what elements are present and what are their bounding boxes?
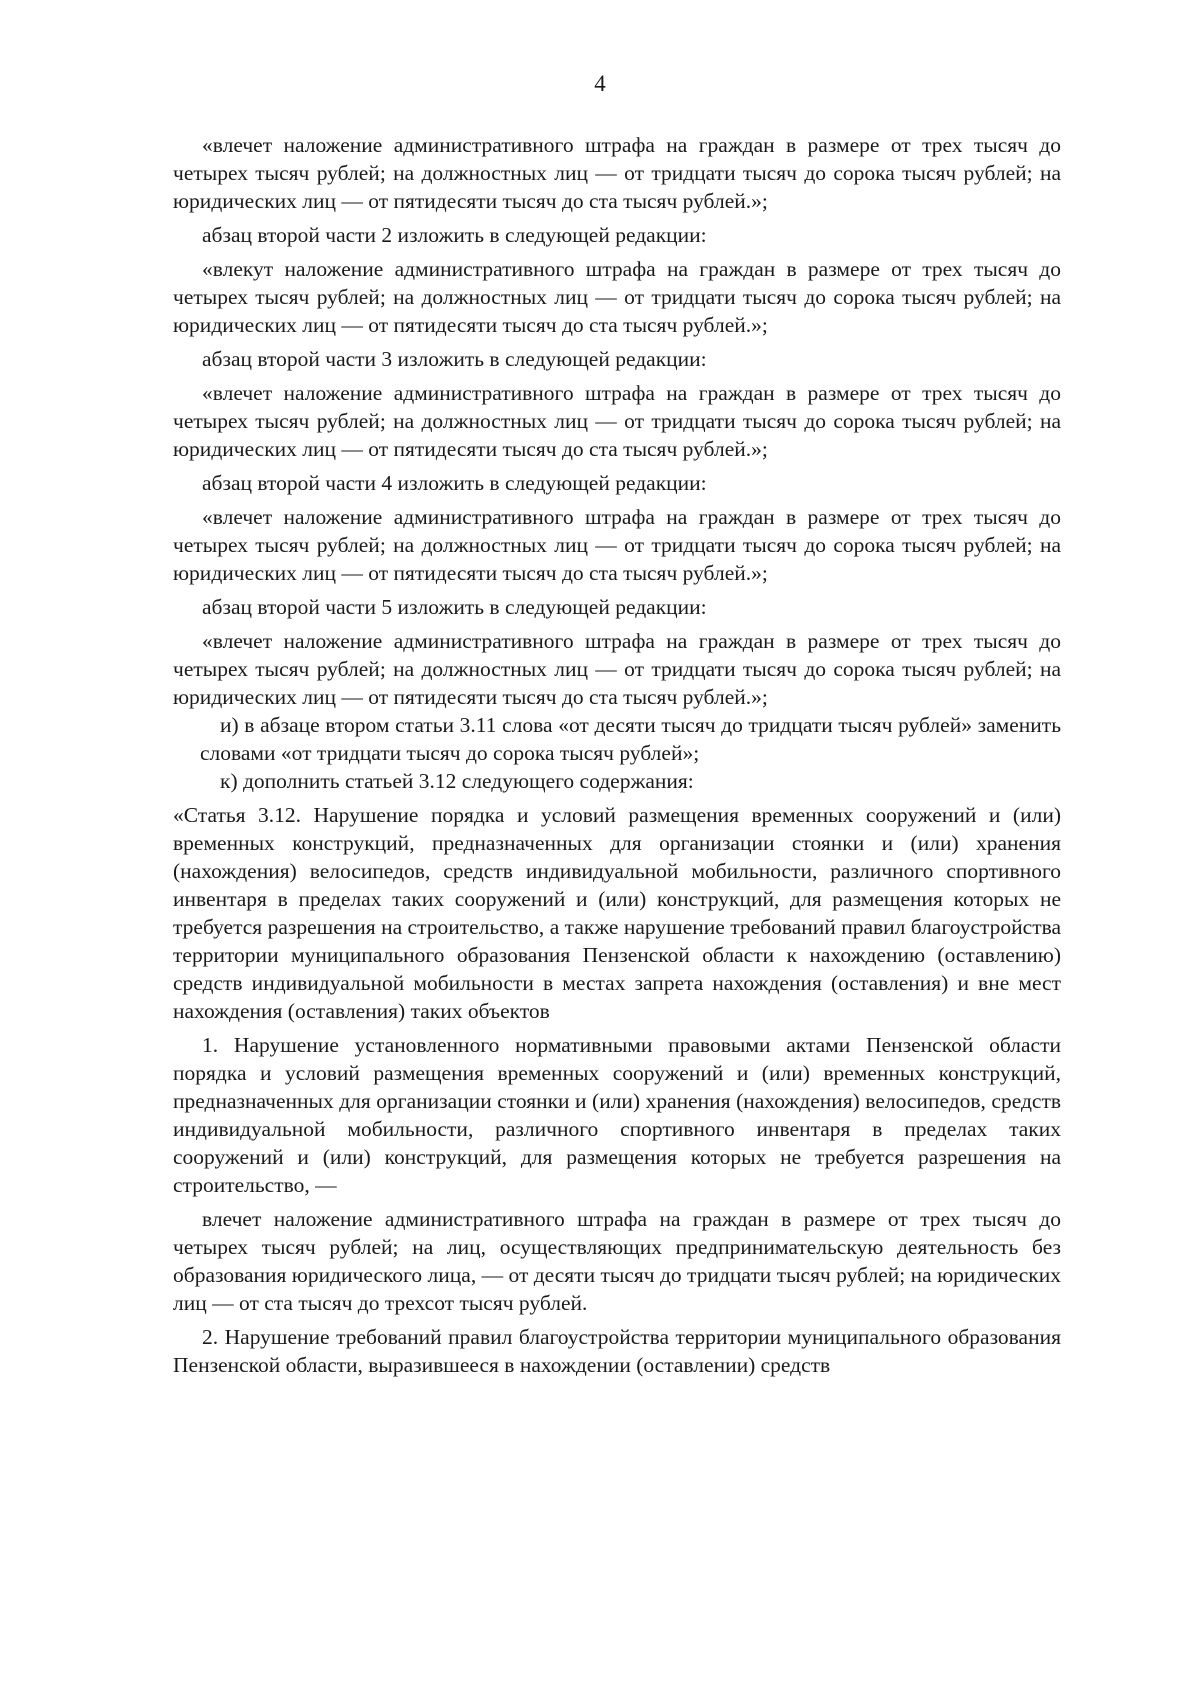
paragraph-quoted-penalty: «влекут наложение административного штрафа на граждан в размере от трех тысяч до четырех тысяч рублей; на должностных лиц — от тридцати тысяч до сорока тысяч рублей; на юридических лиц — от пятидесяти тысяч до ста тысяч рублей.»;	[173, 257, 1061, 337]
paragraph-amendment-instruction: абзац второй части 4 изложить в следующей редакции:	[202, 471, 707, 495]
page-number: 4	[594, 71, 606, 96]
paragraph-quoted-penalty: «влечет наложение административного штрафа на граждан в размере от трех тысяч до четырех тысяч рублей; на должностных лиц — от тридцати тысяч до сорока тысяч рублей; на юридических лиц — от пятидесяти тысяч до ста тысяч рублей.»;	[173, 133, 1061, 213]
document-body	[173, 131, 1061, 1379]
article-part-1-penalty: влечет наложение административного штрафа на граждан в размере от трех тысяч до четырех тысяч рублей; на лиц, осуществляющих предпринимательскую деятельность без образования юридического лица, — от десяти тысяч до тридцати тысяч рублей; на юридических лиц — от ста тысяч до трехсот тысяч рублей.	[173, 1207, 1061, 1315]
article-part-2: 2. Нарушение требований правил благоустройства территории муниципального образования Пензенской области, выразившееся в нахождении (оставлении) средств	[173, 1325, 1061, 1377]
list-item-i: и) в абзаце втором статьи 3.11 слова «от десяти тысяч до тридцати тысяч рублей» заменить словами «от тридцати тысяч до сорока тысяч рублей»;	[200, 713, 1061, 765]
paragraph-quoted-penalty: «влечет наложение административного штрафа на граждан в размере от трех тысяч до четырех тысяч рублей; на должностных лиц — от тридцати тысяч до сорока тысяч рублей; на юридических лиц — от пятидесяти тысяч до ста тысяч рублей.»;	[173, 505, 1061, 585]
paragraph-quoted-penalty: «влечет наложение административного штрафа на граждан в размере от трех тысяч до четырех тысяч рублей; на должностных лиц — от тридцати тысяч до сорока тысяч рублей; на юридических лиц — от пятидесяти тысяч до ста тысяч рублей.»;	[173, 629, 1061, 709]
paragraph-amendment-instruction: абзац второй части 3 изложить в следующей редакции:	[202, 347, 707, 371]
article-3-12-heading: «Статья 3.12. Нарушение порядка и условий размещения временных сооружений и (или) временных конструкций, предназначенных для организации стоянки и (или) хранения (нахождения) велосипедов, средств индивидуальной мобильности, различного спортивного инвентаря в пределах таких сооружений и (или) конструкций, для размещения которых не требуется разрешения на строительство, а также нарушение требований правил благоустройства территории муниципального образования Пензенской области к нахождению (оставлению) средств индивидуальной мобильности в местах запрета нахождения (оставления) и вне мест нахождения (оставления) таких объектов	[173, 803, 1061, 1023]
paragraph-amendment-instruction: абзац второй части 2 изложить в следующей редакции:	[202, 223, 707, 247]
article-part-1: 1. Нарушение установленного нормативными правовыми актами Пензенской области порядка и условий размещения временных сооружений и (или) временных конструкций, предназначенных для организации стоянки и (или) хранения (нахождения) велосипедов, средств индивидуальной мобильности, различного спортивного инвентаря в пределах таких сооружений и (или) конструкций, для размещения которых не требуется разрешения на строительство, —	[173, 1033, 1061, 1197]
paragraph-quoted-penalty: «влечет наложение административного штрафа на граждан в размере от трех тысяч до четырех тысяч рублей; на должностных лиц — от тридцати тысяч до сорока тысяч рублей; на юридических лиц — от пятидесяти тысяч до ста тысяч рублей.»;	[173, 381, 1061, 461]
paragraph-amendment-instruction: абзац второй части 5 изложить в следующей редакции:	[202, 595, 707, 619]
list-item-k: к) дополнить статьей 3.12 следующего содержания:	[220, 769, 694, 793]
